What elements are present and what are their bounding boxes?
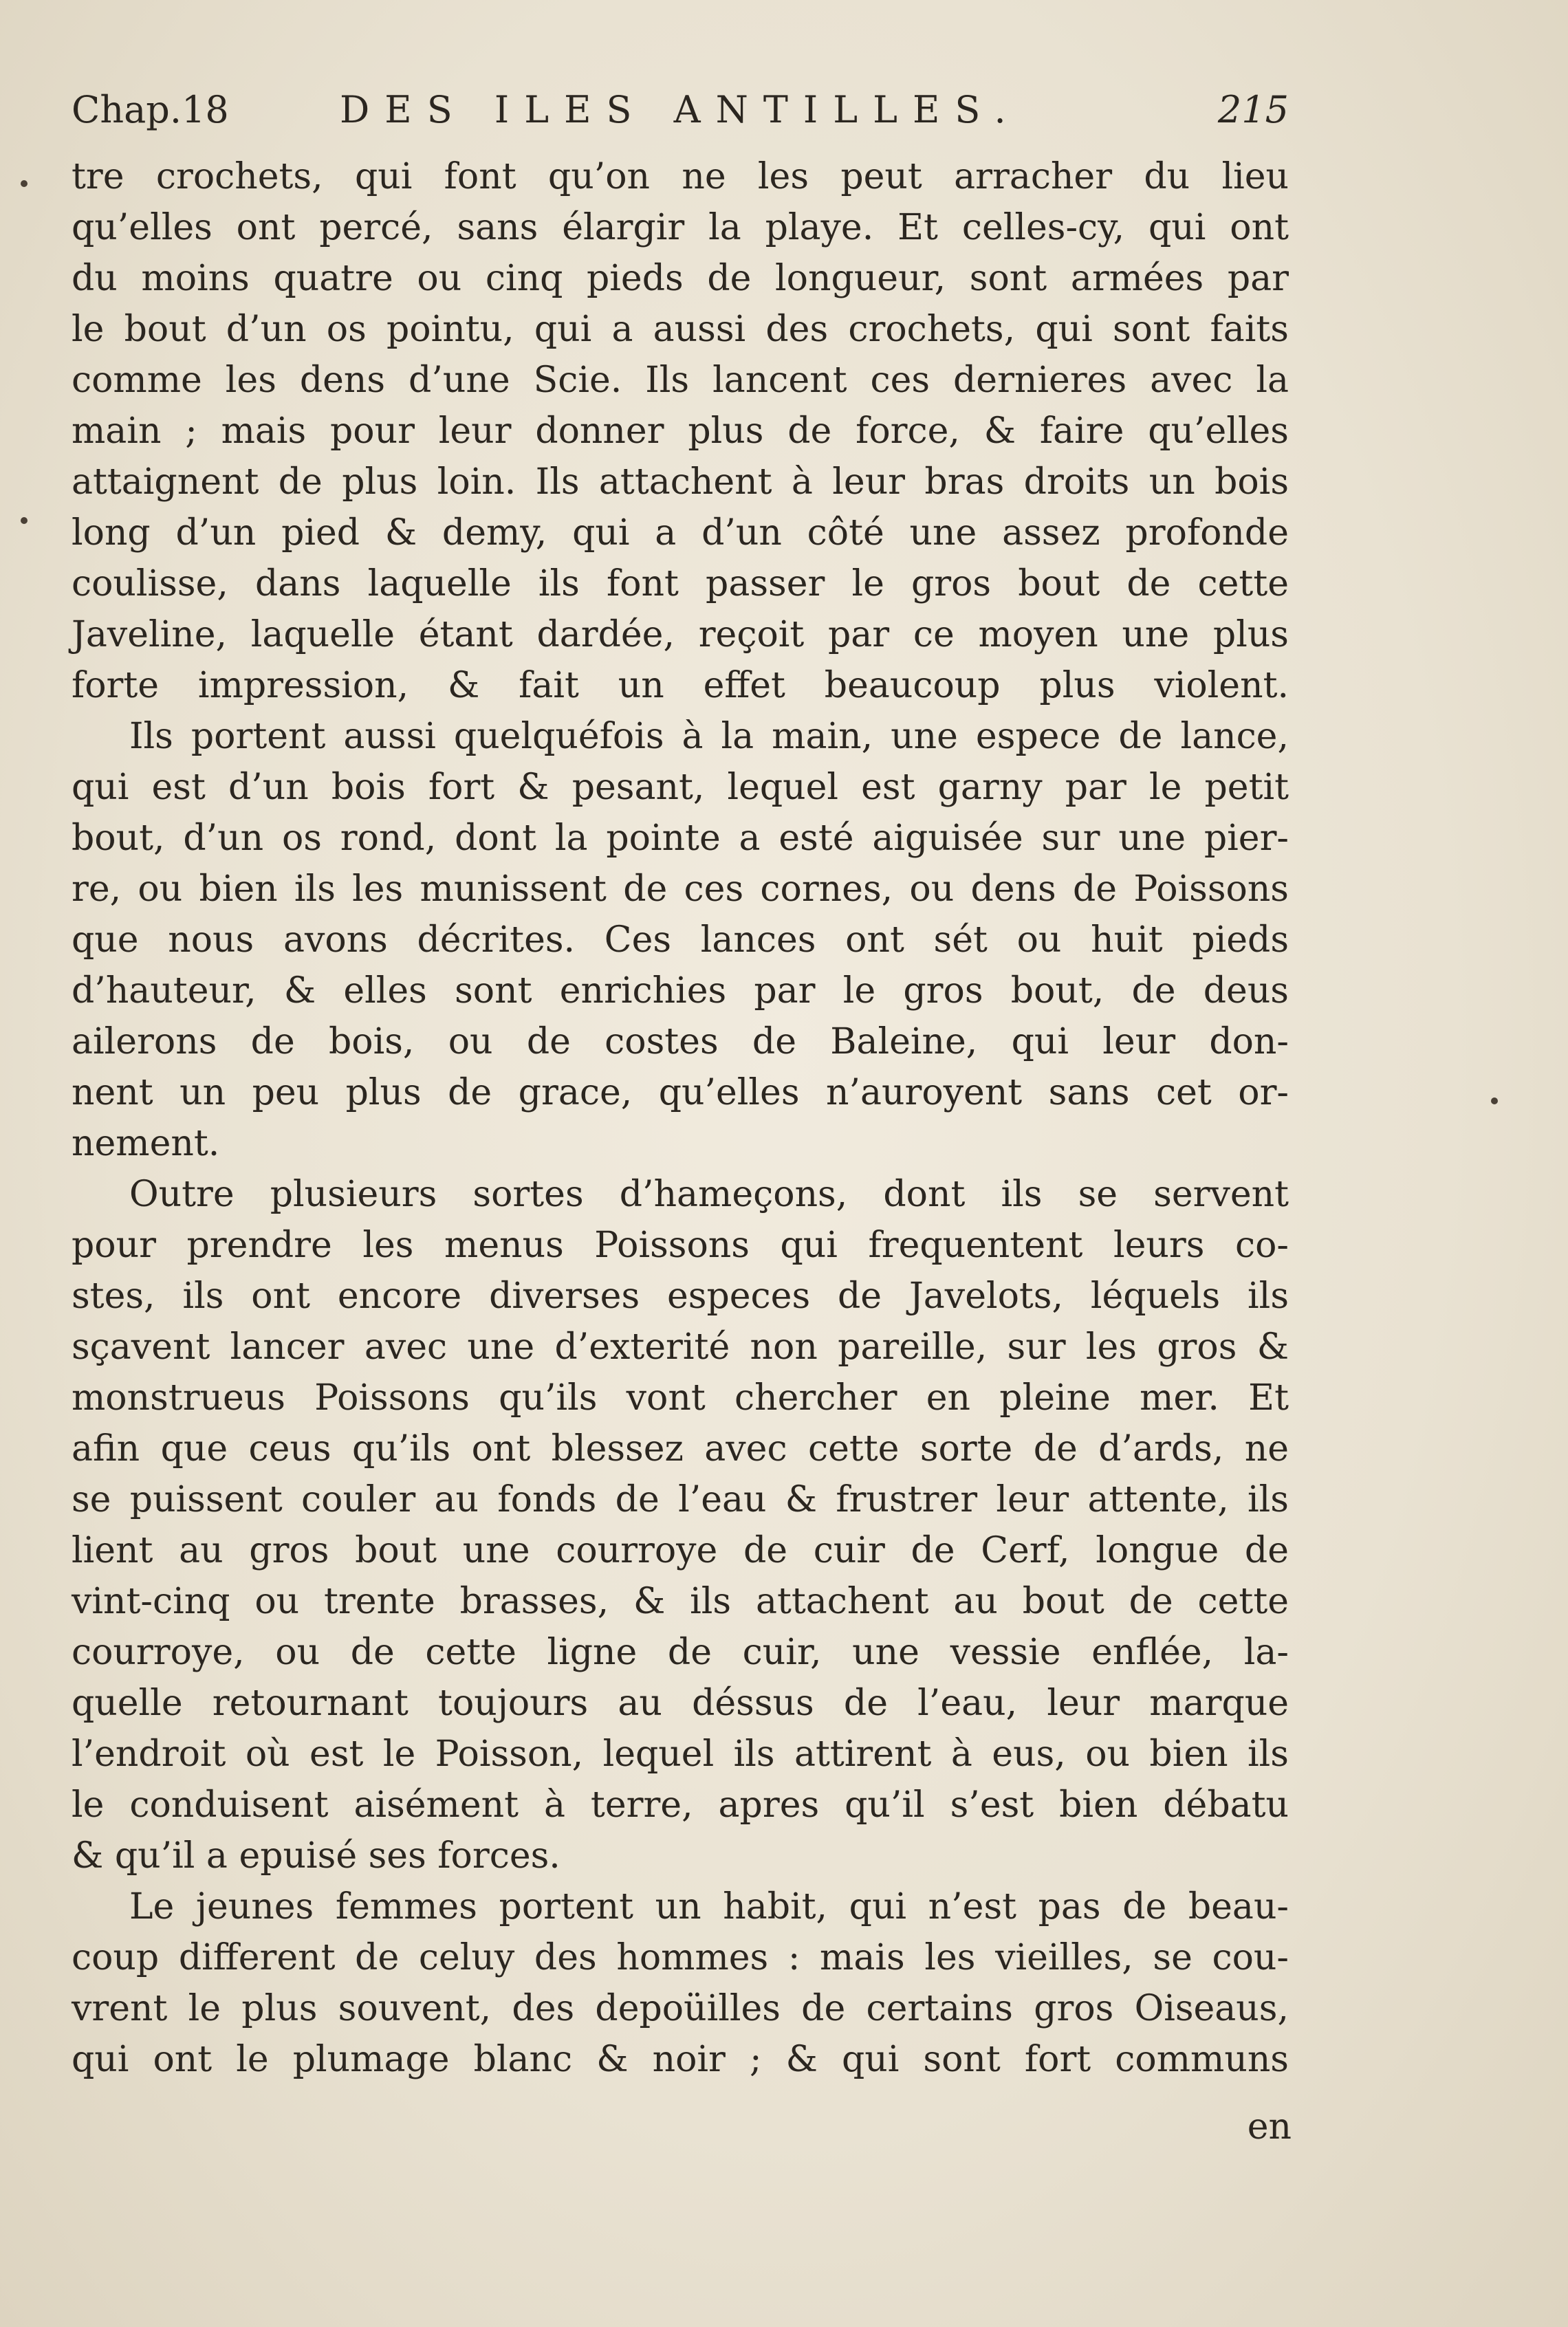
- running-header: [72, 83, 1289, 138]
- text-line: attaignent de plus loin. Ils attachent à leur bras droits un bois: [72, 461, 1289, 503]
- text-line: se puissent couler au fonds de l’eau & frustrer leur attente, ils: [72, 1479, 1289, 1520]
- text-line: quelle retournant toujours au déssus de l’eau, leur marque: [72, 1683, 1289, 1724]
- text-line: d’hauteur, & elles sont enrichies par le gros bout, de deus: [72, 970, 1289, 1012]
- text-line: pour prendre les menus Poissons qui frequentent leurs co-: [72, 1225, 1289, 1266]
- text-line: nent un peu plus de grace, qu’elles n’auroyent sans cet or-: [72, 1072, 1289, 1113]
- text-line: Javeline, laquelle étant dardée, reçoit par ce moyen une plus: [72, 614, 1289, 655]
- text-line: coulisse, dans laquelle ils font passer le gros bout de cette: [72, 563, 1289, 604]
- paragraph-end-line: & qu’il a epuisé ses forces.: [72, 1835, 560, 1877]
- text-line: main ; mais pour leur donner plus de force, & faire qu’elles: [72, 411, 1289, 452]
- text-line: afin que ceus qu’ils ont blessez avec cette sorte de d’ards, ne: [72, 1428, 1289, 1470]
- paragraph-start-line: Le jeunes femmes portent un habit, qui n’est pas de beau-: [129, 1886, 1289, 1927]
- text-line: stes, ils ont encore diverses especes de Javelots, léquels ils: [72, 1276, 1289, 1317]
- text-line: le conduisent aisément à terre, apres qu’il s’est bien débatu: [72, 1784, 1289, 1826]
- text-line: re, ou bien ils les munissent de ces cornes, ou dens de Poissons: [72, 868, 1289, 910]
- ink-speck: [21, 180, 28, 187]
- paragraph-start-line: Ils portent aussi quelquéfois à la main, une espece de lance,: [129, 716, 1289, 757]
- text-line: vint-cinq ou trente brasses, & ils attachent au bout de cette: [72, 1581, 1289, 1622]
- text-line: forte impression, & fait un effet beaucoup plus violent.: [72, 665, 1289, 706]
- chapter-label: Chap.18: [72, 88, 229, 131]
- text-line: qui est d’un bois fort & pesant, lequel est garny par le petit: [72, 767, 1289, 808]
- text-line: le bout d’un os pointu, qui a aussi des crochets, qui sont faits: [72, 309, 1289, 350]
- text-line: sçavent lancer avec une d’exterité non pareille, sur les gros &: [72, 1326, 1289, 1368]
- text-line: tre crochets, qui font qu’on ne les peut arracher du lieu: [72, 156, 1289, 197]
- text-line: qui ont le plumage blanc & noir ; & qui sont fort communs: [72, 2039, 1289, 2080]
- paragraph-end-line: nement.: [72, 1123, 220, 1164]
- text-line: comme les dens d’une Scie. Ils lancent ces dernieres avec la: [72, 360, 1289, 401]
- text-line: vrent le plus souvent, des depoüilles de certains gros Oiseaus,: [72, 1988, 1289, 2029]
- text-line: lient au gros bout une courroye de cuir de Cerf, longue de: [72, 1530, 1289, 1571]
- ink-speck: [21, 517, 28, 524]
- ink-speck: [1491, 1097, 1498, 1104]
- text-line: que nous avons décrites. Ces lances ont sét ou huit pieds: [72, 919, 1289, 961]
- text-line: long d’un pied & demy, qui a d’un côté une assez profonde: [72, 512, 1289, 554]
- text-line: ailerons de bois, ou de costes de Baleine, qui leur don-: [72, 1021, 1289, 1062]
- text-line: l’endroit où est le Poisson, lequel ils attirent à eus, ou bien ils: [72, 1734, 1289, 1775]
- text-line: courroye, ou de cette ligne de cuir, une vessie enflée, la-: [72, 1632, 1289, 1673]
- text-line: monstrueus Poissons qu’ils vont chercher en pleine mer. Et: [72, 1377, 1289, 1419]
- catchword: en: [1247, 2106, 1292, 2148]
- text-line: du moins quatre ou cinq pieds de longueur, sont armées par: [72, 258, 1289, 299]
- paragraph-start-line: Outre plusieurs sortes d’hameçons, dont ils se servent: [129, 1174, 1289, 1215]
- text-line: coup different de celuy des hommes : mais les vieilles, se cou-: [72, 1937, 1289, 1978]
- text-line: bout, d’un os rond, dont la pointe a esté aiguisée sur une pier-: [72, 818, 1289, 859]
- running-title: DES ILES ANTILLES.: [340, 88, 1021, 131]
- body-text: [72, 151, 1289, 2085]
- text-line: qu’elles ont percé, sans élargir la playe. Et celles-cy, qui ont: [72, 207, 1289, 248]
- page-number: 215: [1217, 88, 1289, 131]
